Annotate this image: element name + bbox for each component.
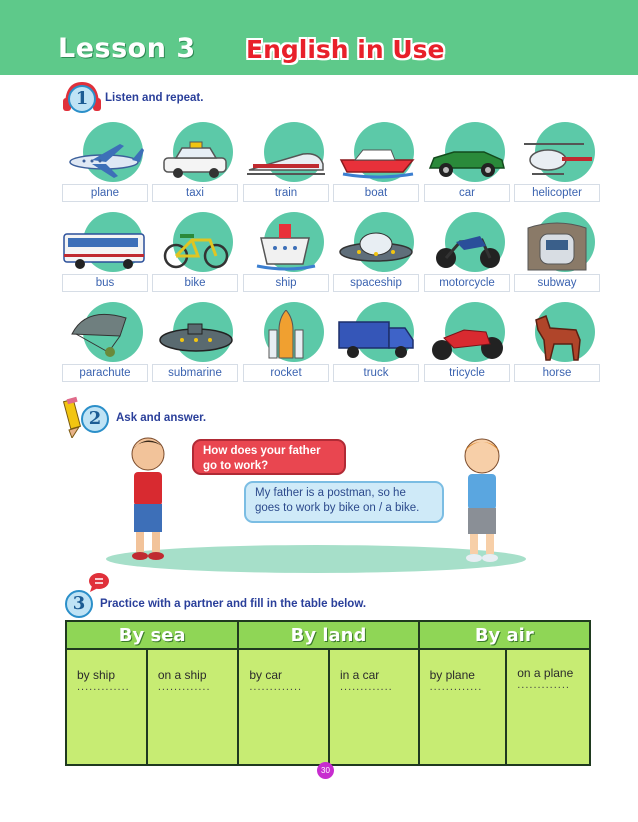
header-by-land: By land: [238, 621, 418, 649]
vehicle-motorcycle[interactable]: [424, 212, 510, 306]
vehicle-boat[interactable]: [333, 122, 419, 216]
vehicle-spaceship[interactable]: [333, 212, 419, 306]
vehicle-subway[interactable]: [514, 212, 600, 306]
lesson-title: Lesson 3: [58, 33, 196, 64]
cell-phrase: on a plane: [517, 666, 574, 680]
vehicle-truck[interactable]: [333, 302, 419, 396]
vehicle-label: train: [243, 184, 329, 202]
fill-blank[interactable]: .............: [77, 681, 130, 693]
vehicle-label: parachute: [62, 364, 148, 382]
header-by-sea: By sea: [66, 621, 238, 649]
table-row: [66, 649, 590, 765]
section-2-instruction: Ask and answer.: [116, 412, 207, 424]
vehicle-car[interactable]: [424, 122, 510, 216]
vehicle-plane[interactable]: [62, 122, 148, 216]
unit-title: English in Use: [246, 35, 445, 64]
vehicle-label: boat: [333, 184, 419, 202]
table-cell[interactable]: [238, 649, 329, 765]
table-cell[interactable]: [66, 649, 147, 765]
plane-icon: [62, 130, 148, 186]
vehicle-label: plane: [62, 184, 148, 202]
question-speech-bubble: [192, 439, 346, 475]
vehicle-label: submarine: [152, 364, 238, 382]
vehicle-label: bike: [152, 274, 238, 292]
car-icon: [424, 130, 510, 186]
cell-phrase: by ship: [77, 668, 116, 682]
submarine-icon: [152, 310, 238, 366]
transport-table: [65, 620, 591, 766]
vehicle-label: spaceship: [333, 274, 419, 292]
vehicle-label: helicopter: [514, 184, 600, 202]
vehicle-label: bus: [62, 274, 148, 292]
section-3-instruction: Practice with a partner and fill in the table below.: [100, 598, 367, 610]
vehicle-rocket[interactable]: [243, 302, 329, 396]
vehicle-bike[interactable]: [152, 212, 238, 306]
vehicle-label: rocket: [243, 364, 329, 382]
vehicle-train[interactable]: [243, 122, 329, 216]
cell-phrase: by plane: [429, 668, 475, 682]
page-header: [0, 0, 638, 75]
section-3-number: 3: [65, 590, 93, 618]
table-header-row: [66, 621, 590, 649]
vehicle-horse[interactable]: [514, 302, 600, 396]
vehicle-parachute[interactable]: [62, 302, 148, 396]
train-icon: [243, 130, 329, 186]
answer-speech-bubble: [244, 481, 444, 523]
vehicle-label: tricycle: [424, 364, 510, 382]
cell-phrase: by car: [249, 668, 283, 682]
vehicle-label: ship: [243, 274, 329, 292]
section-1-number: 1: [68, 85, 96, 113]
vehicle-label: taxi: [152, 184, 238, 202]
vehicle-label: motorcycle: [424, 274, 510, 292]
header-by-air: By air: [419, 621, 590, 649]
spaceship-icon: [333, 220, 419, 276]
parachute-icon: [62, 310, 148, 366]
vehicle-submarine[interactable]: [152, 302, 238, 396]
helicopter-icon: [514, 130, 600, 186]
truck-icon: [333, 310, 419, 366]
speech-icon: [88, 572, 110, 592]
bus-icon: [62, 220, 148, 276]
vehicle-bus[interactable]: [62, 212, 148, 306]
pencil-icon: [62, 396, 82, 438]
bike-icon: [152, 220, 238, 276]
horse-icon: [514, 310, 600, 366]
cell-phrase: on a ship: [157, 668, 207, 682]
table-cell[interactable]: [329, 649, 419, 765]
fill-blank[interactable]: .............: [517, 679, 570, 691]
fill-blank[interactable]: .............: [249, 681, 303, 693]
vehicle-label: car: [424, 184, 510, 202]
rocket-icon: [243, 310, 329, 366]
page-number: 30: [317, 762, 334, 779]
boat-icon: [333, 130, 419, 186]
tricycle-icon: [424, 310, 510, 366]
subway-icon: [514, 220, 600, 276]
fill-blank[interactable]: .............: [429, 681, 483, 693]
vehicle-label: horse: [514, 364, 600, 382]
vehicle-ship[interactable]: [243, 212, 329, 306]
table-cell[interactable]: [419, 649, 507, 765]
taxi-icon: [152, 130, 238, 186]
answer-text: My father is a postman, so he goes to work by bike on / a bike.: [255, 487, 420, 514]
fill-blank[interactable]: .............: [157, 681, 211, 693]
boy-asking-illustration: [118, 432, 178, 562]
table-cell[interactable]: [506, 649, 590, 765]
section-2-number: 2: [81, 405, 109, 433]
vehicle-tricycle[interactable]: [424, 302, 510, 396]
table-cell[interactable]: [147, 649, 239, 765]
fill-blank[interactable]: .............: [339, 681, 393, 693]
section-1-instruction: Listen and repeat.: [105, 92, 204, 104]
vehicle-label: subway: [514, 274, 600, 292]
boy-answering-illustration: [452, 432, 512, 566]
cell-phrase: in a car: [339, 668, 380, 682]
motorcycle-icon: [424, 220, 510, 276]
ship-icon: [243, 220, 329, 276]
question-text: How does your father go to work?: [203, 445, 321, 472]
vehicle-label: truck: [333, 364, 419, 382]
vehicle-taxi[interactable]: [152, 122, 238, 216]
vehicle-helicopter[interactable]: [514, 122, 600, 216]
